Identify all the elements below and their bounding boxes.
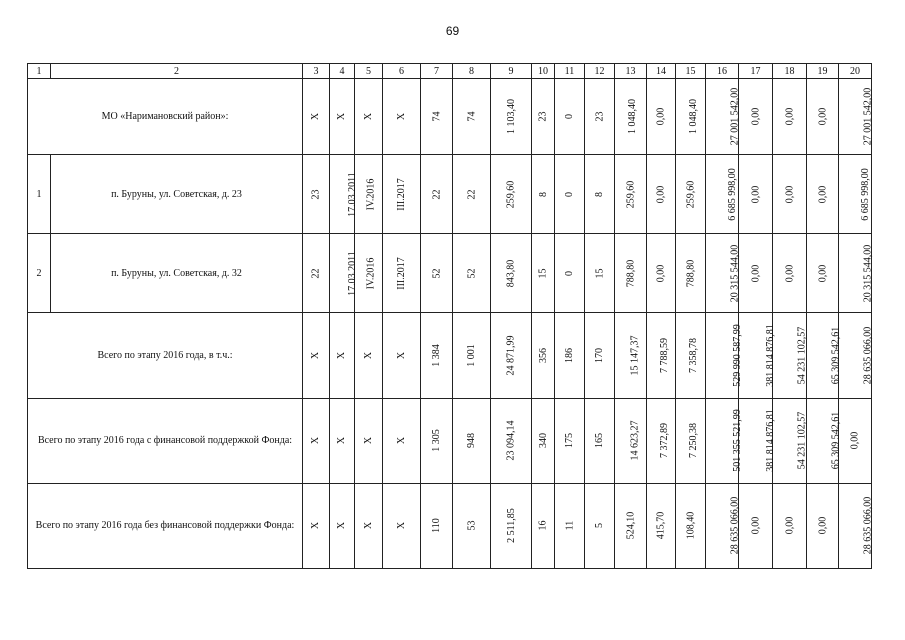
cell-value: 52	[431, 268, 442, 279]
data-cell	[585, 483, 615, 568]
cell-value: 2 511,85	[505, 508, 517, 544]
cell-value: 15	[594, 268, 605, 279]
data-cell	[676, 79, 706, 155]
cell-value: X	[310, 522, 322, 530]
cell-value: 6 685 998,00	[859, 167, 871, 221]
data-cell	[355, 313, 383, 398]
cell-value: 5	[594, 523, 605, 529]
cell-value: 6 685 998,00	[726, 167, 738, 221]
data-cell	[615, 398, 647, 483]
data-cell	[615, 313, 647, 398]
cell-value: 1 384	[431, 344, 442, 367]
table-row	[28, 155, 872, 234]
cell-value: 28 635 066,00	[862, 497, 874, 555]
cell-value: 0,00	[784, 517, 795, 535]
data-cell	[555, 398, 585, 483]
column-number-cell: 20	[839, 64, 872, 79]
cell-value: X	[362, 437, 374, 445]
data-cell	[739, 234, 773, 313]
table-row	[28, 313, 872, 398]
column-number-cell: 19	[807, 64, 839, 79]
data-cell	[647, 79, 676, 155]
data-cell	[706, 79, 739, 155]
cell-value: X	[395, 351, 407, 360]
cell-value: 14 623,27	[629, 420, 641, 461]
cell-value: X	[395, 522, 407, 530]
cell-value: 186	[564, 348, 575, 364]
data-cell	[676, 155, 706, 234]
data-cell	[355, 155, 383, 234]
data-cell	[355, 234, 383, 313]
cell-value: X	[310, 437, 322, 445]
data-cell	[807, 398, 842, 483]
data-cell	[532, 483, 555, 568]
column-number-cell: 14	[647, 64, 676, 79]
row-address: п. Буруны, ул. Советская, д. 23	[51, 155, 303, 234]
cell-value: 175	[564, 433, 575, 449]
data-cell	[839, 79, 872, 155]
cell-value: 28 635 066,00	[729, 497, 741, 555]
cell-value: 17.03.2011	[346, 171, 358, 217]
column-number-row	[28, 64, 872, 79]
cell-value: 0,00	[784, 107, 795, 126]
cell-value: 23	[310, 189, 322, 200]
row-label: МО «Наримановский район»:	[28, 79, 303, 155]
data-cell	[839, 234, 872, 313]
row-address: п. Буруны, ул. Советская, д. 32	[51, 234, 303, 313]
data-cell	[383, 234, 421, 313]
row-number: 1	[28, 155, 51, 234]
cell-value: X	[336, 351, 348, 360]
column-number-cell: 3	[303, 64, 330, 79]
cell-value: X	[336, 522, 348, 530]
cell-value: 0,00	[817, 517, 828, 535]
cell-value: 0,00	[750, 107, 761, 126]
data-cell	[647, 313, 676, 398]
cell-value: 501 355 521,99	[731, 409, 743, 472]
data-cell	[555, 79, 585, 155]
data-cell	[807, 234, 839, 313]
data-cell	[839, 483, 872, 568]
data-cell	[453, 234, 491, 313]
cell-value: IV.2016	[365, 257, 377, 290]
cell-value: 20 315 544,00	[862, 244, 874, 303]
data-cell	[421, 483, 453, 568]
column-number-cell: 6	[383, 64, 421, 79]
data-cell	[647, 155, 676, 234]
data-cell	[532, 234, 555, 313]
data-cell	[330, 483, 355, 568]
cell-value: 20 315 544,00	[729, 244, 741, 303]
data-cell	[303, 483, 330, 568]
data-cell	[706, 483, 739, 568]
data-cell	[421, 398, 453, 483]
data-cell	[330, 313, 355, 398]
data-cell	[839, 313, 872, 398]
cell-value: 381 814 876,81	[764, 409, 776, 472]
data-cell	[491, 483, 532, 568]
data-cell	[555, 155, 585, 234]
cell-value: X	[310, 351, 322, 360]
data-cell	[585, 234, 615, 313]
cell-value: 108,40	[685, 512, 696, 540]
cell-value: 0,00	[655, 264, 667, 283]
data-cell	[355, 79, 383, 155]
data-cell	[773, 155, 807, 234]
cell-value: 0,00	[750, 517, 761, 535]
column-number-cell: 17	[739, 64, 773, 79]
data-cell	[773, 483, 807, 568]
data-cell	[330, 234, 358, 313]
data-cell	[676, 483, 706, 568]
cell-value: IV.2016	[365, 178, 377, 211]
cell-value: 170	[594, 348, 605, 364]
data-cell	[615, 234, 647, 313]
cell-value: 0	[564, 270, 575, 276]
data-cell	[383, 398, 421, 483]
cell-value: 0,00	[784, 185, 795, 203]
cell-value: X	[362, 112, 374, 121]
data-cell	[555, 234, 585, 313]
cell-value: III.2017	[396, 257, 407, 290]
cell-value: 0,00	[750, 264, 761, 283]
data-cell	[585, 155, 615, 234]
data-cell	[491, 398, 532, 483]
data-cell	[773, 79, 807, 155]
data-cell	[491, 155, 532, 234]
data-cell	[585, 79, 615, 155]
cell-value: 27 001 542,00	[862, 87, 874, 146]
cell-value: 8	[594, 191, 605, 197]
cell-value: X	[310, 112, 322, 121]
data-cell	[491, 313, 532, 398]
cell-value: 17.03.2011	[346, 251, 358, 296]
column-number-cell: 5	[355, 64, 383, 79]
cell-value: 340	[537, 433, 549, 449]
data-cell	[647, 483, 676, 568]
data-cell	[303, 234, 330, 313]
cell-value: 1 048,40	[627, 99, 638, 135]
data-cell	[615, 155, 647, 234]
cell-value: 16	[537, 520, 549, 531]
data-cell	[807, 483, 839, 568]
data-cell	[773, 313, 807, 398]
cell-value: 0,00	[817, 185, 828, 203]
cell-value: 843,80	[505, 259, 517, 288]
row-number: 2	[28, 234, 51, 313]
cell-value: 7 788,59	[659, 338, 670, 374]
cell-value: 15	[537, 268, 549, 279]
data-cell	[330, 79, 355, 155]
cell-value: III.2017	[396, 177, 407, 211]
data-cell	[355, 398, 383, 483]
cell-value: 788,80	[685, 259, 696, 288]
data-cell	[647, 234, 676, 313]
data-cell	[555, 483, 585, 568]
column-number-cell: 8	[453, 64, 491, 79]
cell-value: 0,00	[849, 431, 861, 450]
data-cell	[706, 398, 743, 483]
data-cell	[383, 313, 421, 398]
column-number-cell: 1	[28, 64, 51, 79]
data-cell	[421, 79, 453, 155]
data-cell	[303, 79, 330, 155]
data-cell	[739, 313, 776, 398]
data-cell	[676, 313, 706, 398]
cell-value: 22	[310, 268, 322, 279]
data-cell	[676, 398, 706, 483]
column-number-cell: 4	[330, 64, 355, 79]
cell-value: X	[362, 522, 374, 530]
cell-value: X	[395, 112, 407, 121]
data-table	[27, 63, 872, 569]
data-cell	[807, 79, 839, 155]
cell-value: 1 305	[431, 429, 442, 452]
column-number-cell: 15	[676, 64, 706, 79]
data-cell	[532, 155, 555, 234]
data-cell	[739, 398, 776, 483]
cell-value: 0,00	[817, 264, 828, 283]
data-cell	[585, 398, 615, 483]
data-cell	[330, 398, 355, 483]
data-cell	[532, 313, 555, 398]
cell-value: 22	[466, 189, 477, 200]
table-row	[28, 398, 872, 483]
column-number-cell: 10	[532, 64, 555, 79]
cell-value: 52	[466, 268, 477, 279]
cell-value: 0,00	[817, 107, 828, 126]
column-number-cell: 16	[706, 64, 739, 79]
cell-value: 54 231 102,57	[796, 326, 808, 385]
data-cell	[706, 313, 743, 398]
data-cell	[383, 483, 421, 568]
cell-value: 11	[563, 521, 575, 531]
cell-value: X	[395, 437, 407, 445]
cell-value: 259,60	[685, 180, 696, 208]
cell-value: 7 358,78	[688, 338, 699, 374]
data-cell	[585, 313, 615, 398]
data-cell	[706, 234, 739, 313]
data-cell	[453, 398, 491, 483]
data-cell	[739, 155, 773, 234]
cell-value: X	[362, 351, 374, 360]
data-cell	[453, 79, 491, 155]
data-cell	[383, 79, 421, 155]
cell-value: 0	[564, 114, 575, 120]
data-cell	[807, 155, 839, 234]
cell-value: 259,60	[505, 180, 517, 208]
cell-value: 65 309 542,61	[830, 411, 842, 470]
data-cell	[453, 155, 491, 234]
table-row	[28, 79, 872, 155]
cell-value: 22	[431, 189, 442, 200]
cell-value: X	[336, 112, 348, 121]
cell-value: 7 250,38	[688, 423, 699, 459]
cell-value: 1 001	[466, 344, 477, 367]
cell-value: 74	[466, 111, 477, 122]
cell-value: 0,00	[655, 185, 667, 203]
data-cell	[615, 79, 647, 155]
column-number-cell: 13	[615, 64, 647, 79]
data-cell	[739, 79, 773, 155]
data-cell	[532, 398, 555, 483]
cell-value: 165	[594, 433, 605, 449]
cell-value: 8	[537, 191, 549, 197]
cell-value: X	[336, 437, 348, 445]
cell-value: 0	[564, 191, 575, 197]
cell-value: 28 635 066,00	[862, 326, 874, 385]
cell-value: 529 990 587,99	[731, 324, 743, 387]
data-cell	[303, 155, 330, 234]
cell-value: 27 001 542,00	[729, 87, 741, 146]
data-cell	[355, 483, 383, 568]
cell-value: 0,00	[655, 107, 667, 126]
column-number-cell: 18	[773, 64, 807, 79]
data-cell	[383, 155, 421, 234]
data-cell	[807, 313, 842, 398]
table-row	[28, 483, 872, 568]
data-cell	[555, 313, 585, 398]
cell-value: 948	[466, 433, 477, 449]
cell-value: 259,60	[625, 180, 636, 208]
cell-value: 110	[430, 518, 442, 534]
data-cell	[739, 483, 773, 568]
data-cell	[647, 398, 676, 483]
column-number-cell: 7	[421, 64, 453, 79]
table-row	[28, 234, 872, 313]
data-cell	[453, 483, 491, 568]
column-number-cell: 12	[585, 64, 615, 79]
cell-value: 356	[537, 348, 549, 364]
cell-value: 54 231 102,57	[796, 411, 808, 470]
cell-value: 15 147,37	[629, 335, 641, 376]
data-cell	[303, 398, 330, 483]
data-cell	[773, 234, 807, 313]
data-cell	[330, 155, 358, 234]
data-cell	[676, 234, 706, 313]
data-cell	[421, 313, 453, 398]
cell-value: 0,00	[750, 185, 761, 203]
row-label: Всего по этапу 2016 года с финансовой поддержкой Фонда:	[28, 398, 303, 483]
cell-value: 53	[466, 520, 477, 531]
data-cell	[706, 155, 739, 234]
cell-value: 24 871,99	[505, 335, 517, 376]
data-cell	[303, 313, 330, 398]
cell-value: 74	[431, 111, 442, 122]
cell-value: 1 048,40	[688, 99, 699, 135]
cell-value: 415,70	[655, 512, 667, 540]
data-cell	[773, 398, 807, 483]
data-cell	[491, 234, 532, 313]
cell-value: 1 103,40	[505, 99, 517, 135]
row-label: Всего по этапу 2016 года, в т.ч.:	[28, 313, 303, 398]
data-cell	[491, 79, 532, 155]
cell-value: 7 372,89	[659, 423, 670, 459]
cell-value: 65 309 542,61	[830, 326, 842, 385]
cell-value: 788,80	[625, 259, 636, 288]
cell-value: 23 094,14	[505, 420, 517, 461]
data-cell	[615, 483, 647, 568]
cell-value: 0,00	[784, 264, 795, 283]
page-number: 69	[445, 24, 460, 38]
cell-value: 23	[537, 111, 549, 122]
column-number-cell: 2	[51, 64, 303, 79]
cell-value: 524,10	[625, 512, 636, 540]
data-cell	[839, 398, 872, 483]
cell-value: 23	[594, 111, 605, 122]
data-cell	[453, 313, 491, 398]
column-number-cell: 9	[491, 64, 532, 79]
cell-value: 381 814 876,81	[764, 324, 776, 387]
data-cell	[421, 234, 453, 313]
data-cell	[839, 155, 872, 234]
column-number-cell: 11	[555, 64, 585, 79]
row-label: Всего по этапу 2016 года без финансовой поддержки Фонда:	[28, 483, 303, 568]
data-cell	[421, 155, 453, 234]
data-cell	[532, 79, 555, 155]
